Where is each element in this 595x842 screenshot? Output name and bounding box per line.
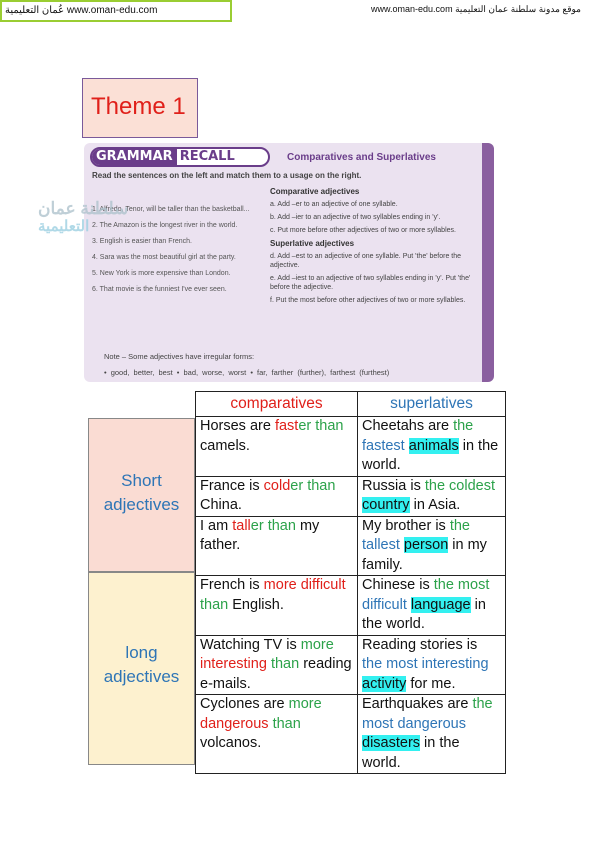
rule-item: d. Add –est to an adjective of one syllable. Put 'the' before the adjective. — [270, 253, 462, 269]
sentence-item: 1. Alfredo, Tenor, will be taller than the basketball... — [92, 206, 250, 213]
table-row — [196, 476, 506, 516]
comparative-cell: Watching TV is more interesting than reading e-mails. — [196, 635, 358, 695]
grammar-recall-panel — [84, 143, 494, 382]
table-row — [196, 576, 506, 636]
header-left-arabic: عُمان التعليمية — [5, 5, 65, 16]
rule-item: c. Put more before other adjectives of two or more syllables. — [270, 227, 456, 234]
grammar-recall-badge — [90, 147, 270, 167]
comparative-cell: France is colder than China. — [196, 476, 358, 516]
superlative-title: Superlative adjectives — [270, 239, 355, 248]
comparative-cell: Cyclones are more dangerous than volcanos. — [196, 695, 358, 774]
header-right — [371, 4, 581, 15]
rule-list — [270, 187, 480, 309]
sentence-item: 2. The Amazon is the longest river in the world. — [92, 222, 238, 229]
table-row — [196, 635, 506, 695]
badge-grammar: GRAMMAR — [92, 149, 177, 165]
header-superlatives: superlatives — [358, 392, 506, 417]
short-adjectives-label — [88, 418, 195, 572]
long-label-line2: adjectives — [103, 667, 180, 686]
theme-title-box — [82, 78, 198, 138]
sentence-item: 3. English is easier than French. — [92, 238, 192, 245]
header-right-url[interactable]: www.oman-edu.com — [371, 4, 453, 14]
irregular-item: • good, better, best — [104, 368, 173, 377]
comparison-table — [195, 391, 506, 774]
table-row — [196, 417, 506, 477]
sentence-item: 4. Sara was the most beautiful girl at the party. — [92, 254, 236, 261]
table-header-row — [196, 392, 506, 417]
table-row — [196, 695, 506, 774]
header-right-arabic: موقع مدونة سلطنة عمان التعليمية — [455, 4, 581, 14]
superlative-cell: My brother is the tallest person in my family. — [358, 516, 506, 576]
watermark-line1: سلطنة عمان — [38, 199, 129, 218]
irregular-item: • bad, worse, worst — [176, 368, 247, 377]
sentence-item: 6. That movie is the funniest I've ever seen. — [92, 286, 227, 293]
long-adjectives-label — [88, 572, 195, 765]
comparative-title: Comparative adjectives — [270, 187, 360, 196]
superlative-cell: Chinese is the most difficult language in the world. — [358, 576, 506, 636]
rule-item: a. Add –er to an adjective of one syllable. — [270, 201, 398, 208]
irregular-list — [104, 368, 389, 377]
rule-item: f. Put the most before other adjectives of two or more syllables. — [270, 297, 466, 304]
header-left-box — [0, 0, 232, 22]
irregular-note: Note – Some adjectives have irregular forms: — [104, 352, 255, 361]
long-label-line1: long — [125, 643, 158, 662]
short-label-line1: Short — [121, 471, 162, 490]
comparative-cell: French is more difficult than English. — [196, 576, 358, 636]
header-left-url[interactable]: www.oman-edu.com — [66, 5, 158, 16]
short-label-line2: adjectives — [103, 495, 180, 514]
comparative-cell: I am taller than my father. — [196, 516, 358, 576]
header-comparatives: comparatives — [196, 392, 358, 417]
superlative-cell: Russia is the coldest country in Asia. — [358, 476, 506, 516]
rule-item: b. Add –ier to an adjective of two syllables ending in 'y'. — [270, 214, 441, 221]
grammar-instruction: Read the sentences on the left and match them to a usage on the right. — [92, 171, 362, 180]
rule-item: e. Add –iest to an adjective of two syllables ending in 'y'. Put 'the' before the adjective. — [270, 275, 471, 291]
superlative-cell: Cheetahs are the fastest animals in the world. — [358, 417, 506, 477]
table-row — [196, 516, 506, 576]
sentence-item: 5. New York is more expensive than London. — [92, 270, 231, 277]
watermark-logo — [38, 200, 128, 236]
superlative-cell: Earthquakes are the most dangerous disasters in the world. — [358, 695, 506, 774]
grammar-heading: Comparatives and Superlatives — [287, 152, 436, 163]
irregular-item: • far, farther (further), farthest (furthest) — [250, 368, 390, 377]
comparative-cell: Horses are faster than camels. — [196, 417, 358, 477]
badge-recall: RECALL — [179, 149, 235, 164]
superlative-cell: Reading stories is the most interesting activity for me. — [358, 635, 506, 695]
watermark-line2: التعليمية — [38, 218, 90, 235]
theme-title: Theme 1 — [91, 93, 186, 120]
panel-side-bar — [482, 143, 494, 382]
